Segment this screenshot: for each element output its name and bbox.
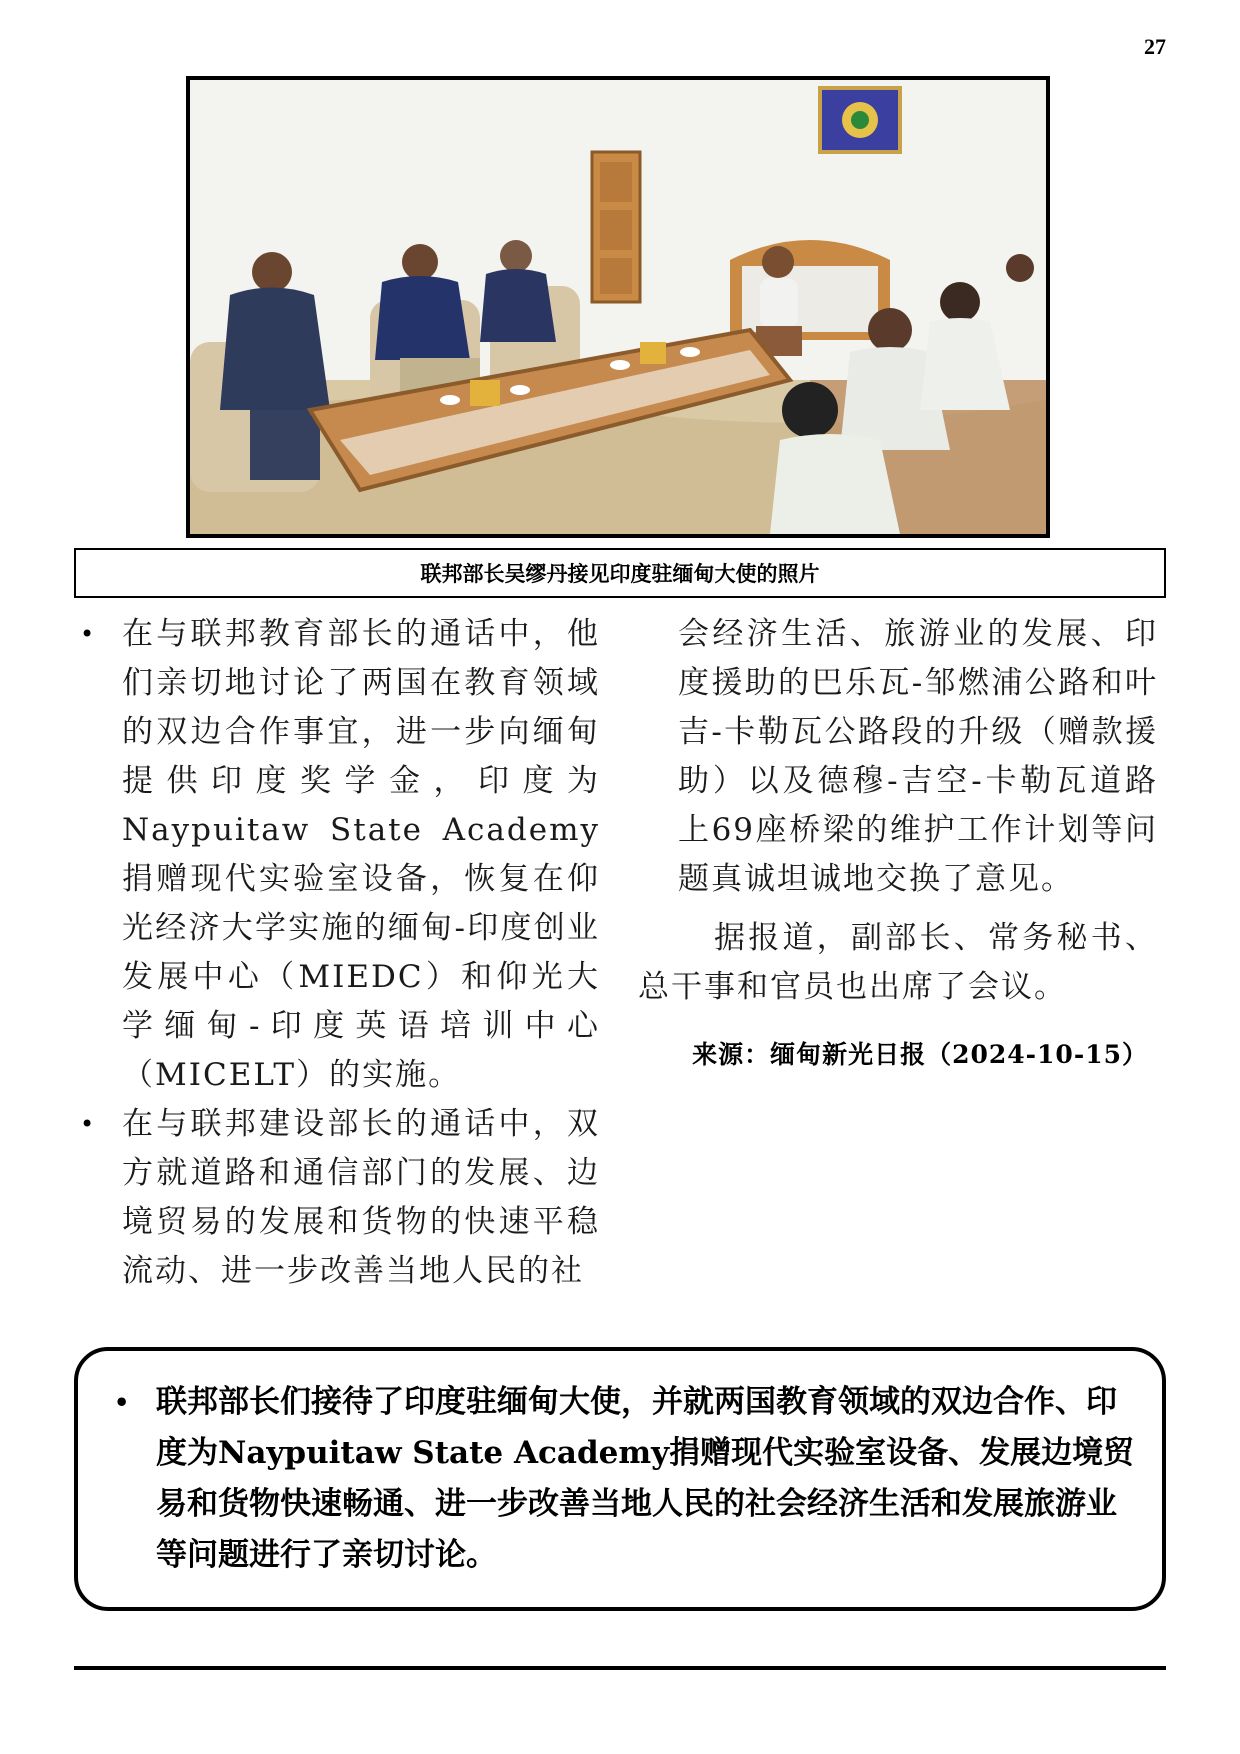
host-figure — [762, 246, 794, 278]
summary-text: 联邦部长们接待了印度驻缅甸大使，并就两国教育领域的双边合作、印度为Naypuitaw State Academy捐赠现代实验室设备、发展边境贸易和货物快速畅通、进一步改善当地人民的社会经济生活和发展旅游业等问题进行了亲切讨论。 — [156, 1384, 1135, 1573]
source-citation: 来源：缅甸新光日报（2024-10-15） — [692, 1040, 1148, 1069]
official-figure — [940, 282, 980, 322]
list-item-text: 在与联邦建设部长的通话中，双方就道路和通信部门的发展、边境贸易的发展和货物的快速平稳流动、进一步改善当地人民的社 — [122, 1106, 600, 1289]
bottom-rule — [74, 1666, 1166, 1670]
official-figure — [868, 308, 912, 352]
report-paragraph: 据报道，副部长、常务秘书、总干事和官员也出席了会议。 — [638, 920, 1158, 1005]
list-item-text: 在与联邦教育部长的通话中，他们亲切地讨论了两国在教育领域的双边合作事宜，进一步向缅甸提供印度奖学金，印度为Naypuitaw State Academy捐赠现代实验室设备，恢复在仰光经济大学实施的缅甸-印度创业发展中心（MIEDC）和仰光大学缅甸-印度英语培训中心（MICELT）的实施。 — [122, 616, 600, 1093]
list-item — [80, 1100, 600, 1296]
guest-figure — [252, 252, 292, 292]
tissue-box — [470, 380, 500, 406]
guest-figure — [402, 244, 438, 280]
official-figure — [782, 382, 838, 438]
right-column — [638, 610, 1158, 1079]
photo-caption: 联邦部长吴缪丹接见印度驻缅甸大使的照片 — [74, 548, 1166, 598]
continued-paragraph: 会经济生活、旅游业的发展、印度援助的巴乐瓦-邹燃浦公路和叶吉-卡勒瓦公路段的升级（赠款援助）以及德穆-吉空-卡勒瓦道路上69座桥梁的维护工作计划等问题真诚坦诚地交换了意见。 — [678, 616, 1158, 897]
bullet-icon: • — [80, 620, 97, 648]
bullet-icon: • — [80, 1110, 97, 1138]
bullet-icon: • — [114, 1388, 130, 1417]
meeting-photo-illustration — [190, 80, 1046, 534]
left-column — [80, 610, 600, 1296]
summary-box — [74, 1347, 1166, 1611]
guest-figure — [500, 240, 532, 272]
summary-item — [114, 1377, 1136, 1581]
meeting-photo — [186, 76, 1050, 538]
page-number: 27 — [1144, 34, 1166, 59]
list-item — [80, 610, 600, 1100]
